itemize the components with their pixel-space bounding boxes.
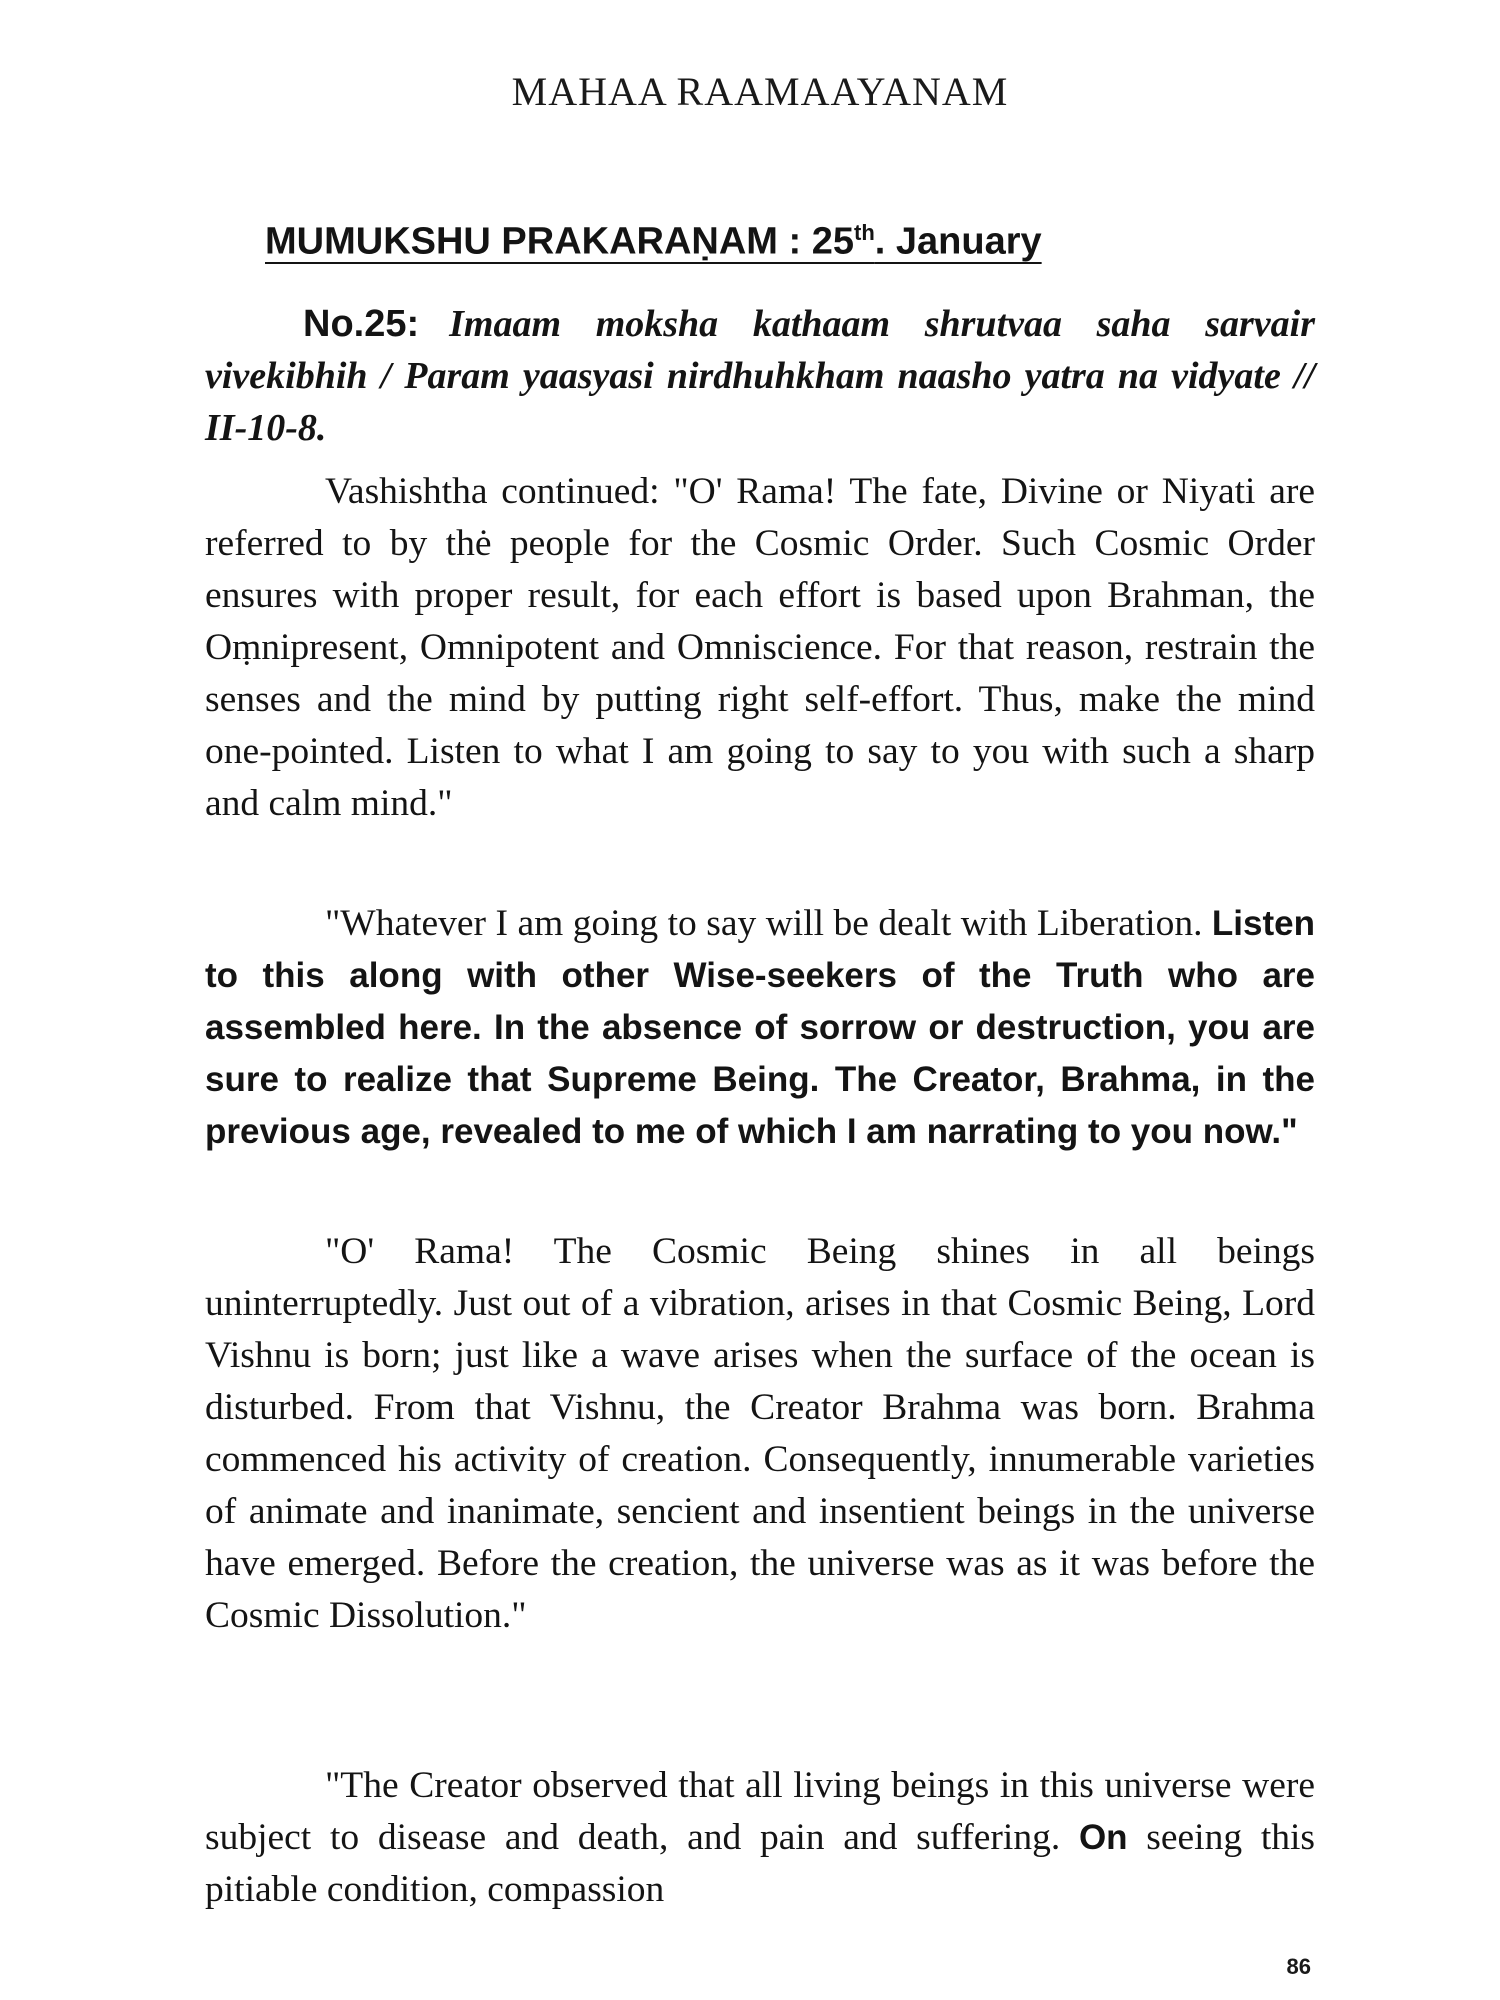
paragraph-4: [205, 1760, 1315, 1916]
verse-label: No.25:: [303, 303, 420, 345]
page-number: 86: [1286, 1954, 1311, 1979]
verse-block: [205, 298, 1315, 454]
paragraph-4-bold: On: [1078, 1818, 1128, 1857]
paragraph-4-lead: "The Creator observed that all living beings in this universe were subject to disease and death, and pain and suffering.: [205, 1765, 1315, 1858]
paragraph-2: [205, 898, 1315, 1158]
running-title: MAHAA RAAMAAYANAM: [511, 69, 1009, 114]
paragraph-3: "O' Rama! The Cosmic Being shines in all beings uninterruptedly. Just out of a vibration, arises in that Cosmic Being, Lord Vishnu is born; just like a wave arises when the surface of the ocean is disturbed. From that Vishnu, the Creator Brahma was born. Brahma commenced his activity of creation. Consequently, innumerable varieties of animate and inanimate, sencient and insentient beings in the universe have emerged. Before the creation, the universe was as it was before the Cosmic Dissolution.": [205, 1231, 1315, 1636]
section-heading-main: MUMUKSHU PRAKARAṆAM : 25: [265, 220, 854, 263]
section-heading-superscript: th: [854, 220, 875, 245]
paragraph-2-bold: Listen to this along with other Wise-seekers of the Truth who are assembled here. In the absence of sorrow or destruction, you are sure to realize that Supreme Being. The Creator, Brahma, in the previous age, revealed to me of which I am narrating to you now.": [205, 904, 1315, 1151]
section-heading-tail: . January: [874, 220, 1042, 263]
paragraph-1: Vashishtha continued: "O' Rama! The fate, Divine or Niyati are referred to by thė people for the Cosmic Order. Such Cosmic Order ensures with proper result, for each effort is based upon Brahman, the Oṃnipresent, Omnipotent and Omniscience. For that reason, restrain the senses and the mind by putting right self-effort. Thus, make the mind one-pointed. Listen to what I am going to say to you with such a sharp and calm mind.": [205, 471, 1315, 824]
book-page: [205, 0, 1315, 2000]
paragraph-4-tail: seeing this pitiable condition, compassion: [205, 1817, 1315, 1910]
section-heading: [265, 220, 1042, 264]
paragraph-2-lead: "Whatever I am going to say will be dealt with Liberation.: [325, 903, 1212, 944]
verse-text: Imaam moksha kathaam shrutvaa saha sarvair vivekibhih / Param yaasyasi nirdhuhkham naasho yatra na vidyate // II-10-8.: [205, 303, 1315, 449]
